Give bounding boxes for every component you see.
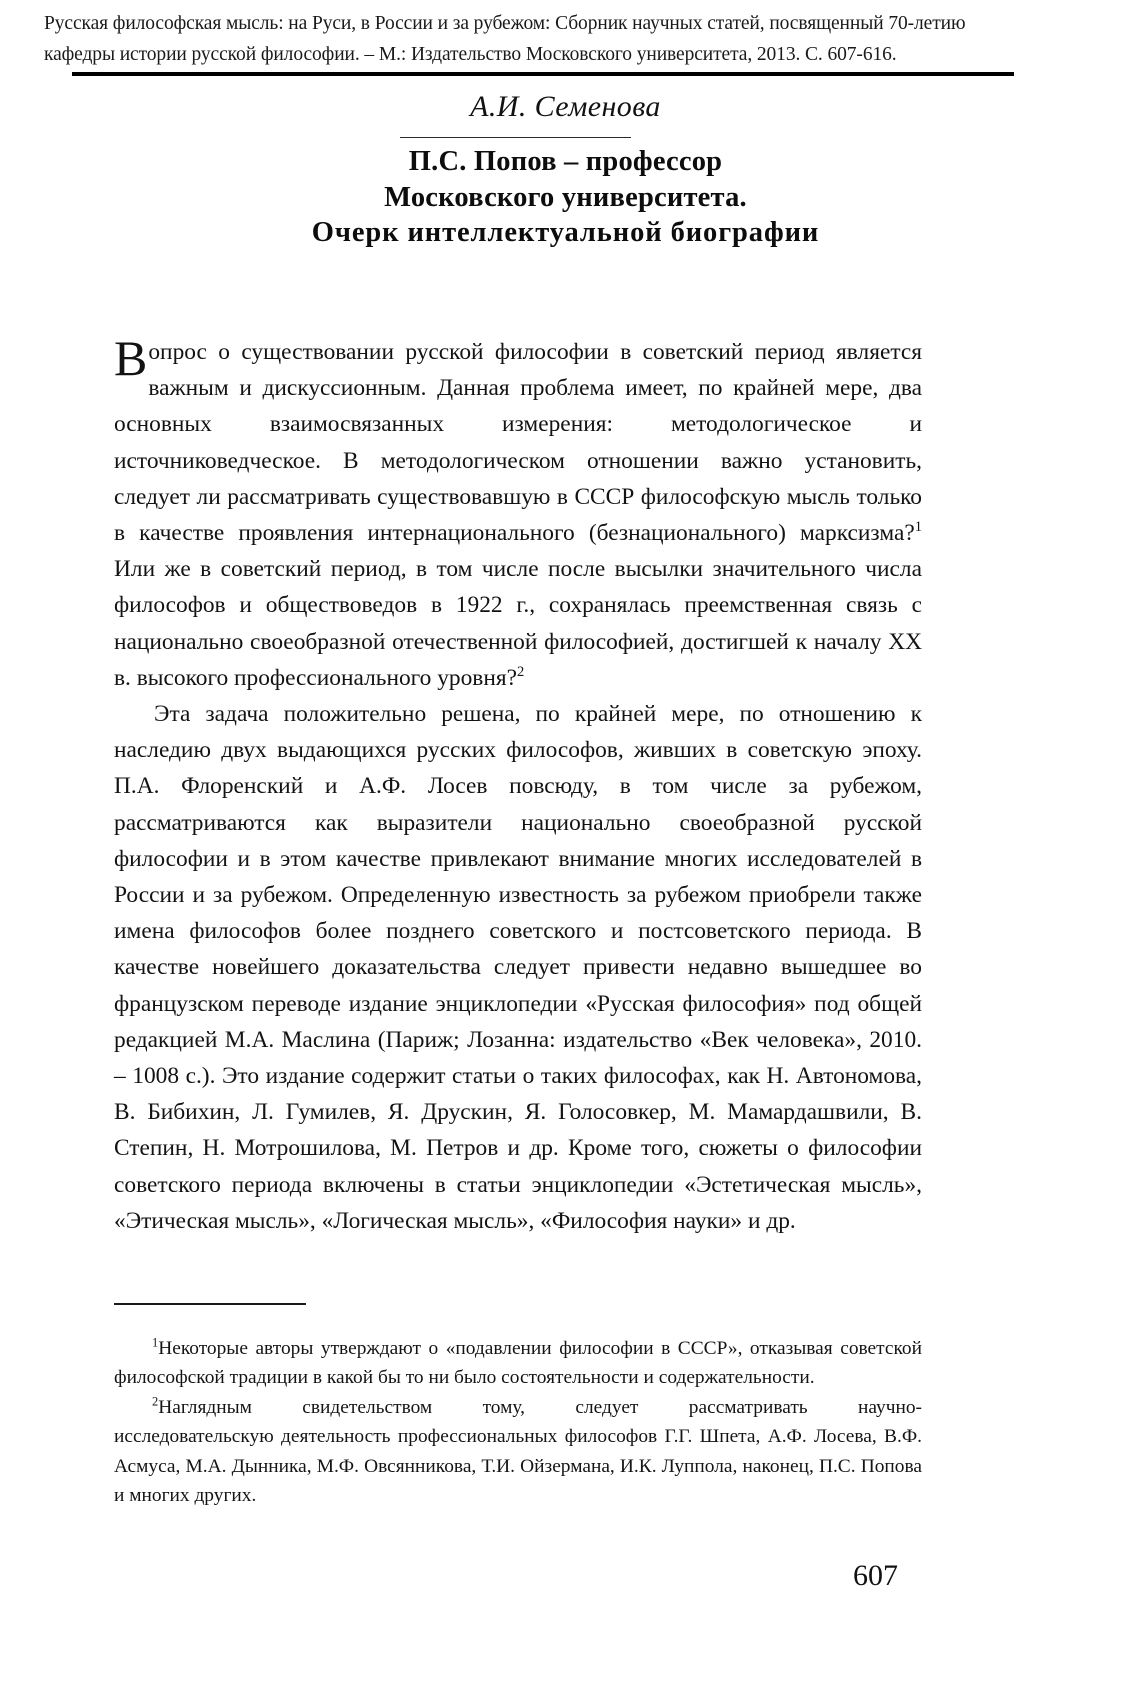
page-number — [0, 1559, 1131, 1593]
paragraph-1-text-part-2: Или же в советский период, в том числе после высылки значительного числа философов и обществоведов в 1922 г., сохранялась преемственная связь с национально своеобразной отечественной философией, достигшей к началу XX в. высокого профессионального уровня? — [114, 556, 922, 691]
footnote-ref-1[interactable]: 1 — [914, 519, 922, 536]
footnote-2-first-line-text: Наглядным свидетельством тому, следует рассматривать научно- — [158, 1396, 922, 1418]
article-body — [114, 330, 922, 1239]
footnote-separator-rule — [114, 1303, 306, 1305]
footnote-1 — [114, 1334, 922, 1393]
body-paragraph-2: Эта задача положительно решена, по крайней мере, по отношению к наследию двух выдающихся русских философов, живших в советскую эпоху. П.А. Флоренский и А.Ф. Лосев повсюду, в том числе за рубежом, рассматриваются как выразители национально своеобразной русской философии и в этом качестве привлекают внимание многих исследователей в России и за рубежом. Определенную известность за рубежом приобрели также имена философов более позднего советского и постсоветского периода. В качестве новейшего доказательства следует привести недавно вышедшее во французском переводе издание энциклопедии «Русская философия» под общей редакцией М.А. Маслина (Париж; Лозанна: издательство «Век человека», 2010. – 1008 с.). Это издание содержит статьи о таких философах, как Н. Автономова, В. Бибихин, Л. Гумилев, Я. Друскин, Я. Голосовкер, М. Мамардашвили, В. Степин, Н. Мотрошилова, М. Петров и др. Кроме того, сюжеты о философии советского периода включены в статьи энциклопедии «Эстетическая мысль», «Этическая мысль», «Логическая мысль», «Философия науки» и др. — [114, 701, 922, 1234]
page-number-value: 607 — [853, 1559, 898, 1592]
author-block — [0, 88, 1131, 126]
body-paragraph-1 — [114, 330, 922, 696]
title-line-2: Московского университета. — [384, 181, 747, 213]
citation-line-2: кафедры истории русской философии. – М.: Издательство Московского университета, 2013. С. 607-616. — [44, 44, 897, 65]
footnote-2-marker: 2 — [152, 1394, 159, 1409]
footnote-2-first-line — [114, 1393, 922, 1422]
page-title — [0, 144, 1131, 251]
footnote-block — [114, 1334, 922, 1510]
title-line-1: П.С. Попов – профессор — [408, 146, 723, 177]
footnote-1-text: Некоторые авторы утверждают о «подавлении философии в СССР», отказывая советской философской традиции в какой бы то ни было состоятельности и содержательности. — [114, 1338, 922, 1389]
author-name: А.И. Семенова — [470, 90, 661, 123]
footnote-ref-2[interactable]: 2 — [517, 664, 525, 681]
drop-cap: В — [114, 330, 148, 386]
footnote-1-marker: 1 — [152, 1335, 159, 1350]
footnote-2 — [114, 1393, 922, 1511]
title-line-3: Очерк интеллектуальной биографии — [311, 217, 820, 248]
author-divider-rule — [400, 137, 631, 138]
citation-line-1: Русская философская мысль: на Руси, в России и за рубежом: Сборник научных статей, посвященный 70-летию — [44, 13, 966, 34]
header-divider-rule — [72, 72, 1014, 76]
source-citation — [44, 8, 1044, 70]
footnote-2-text: исследовательскую деятельность профессиональных философов Г.Г. Шпета, А.Ф. Лосева, В.Ф. Асмуса, М.А. Дынника, М.Ф. Овсянникова, Т.И. Ойзермана, И.К. Луппола, наконец, П.С. Попова и многих других. — [114, 1426, 922, 1507]
paragraph-1-text-part-1: опрос о существовании русской философии в советский период является важным и дискуссионным. Данная проблема имеет, по крайней мере, два основных взаимосвязанных измерения: методологическое и источниковедческое. В методологическом отношении важно установить, следует ли рассматривать существовавшую в СССР философскую мысль только в качестве проявления интернационального (безнационального) марксизма? — [114, 339, 922, 547]
